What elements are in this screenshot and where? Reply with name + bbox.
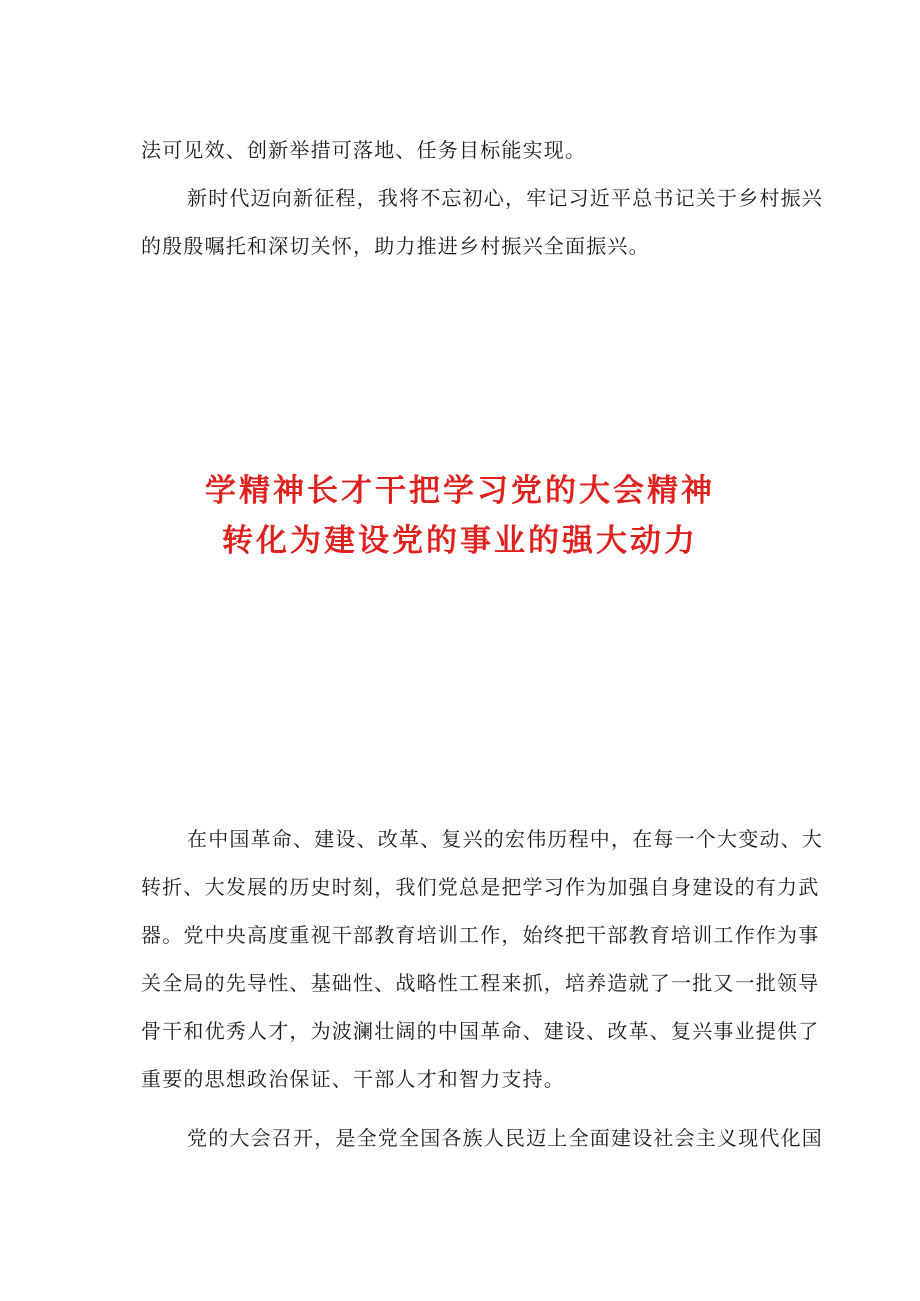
paragraph-closing <box>141 174 823 270</box>
paragraph-continuation <box>141 126 783 174</box>
paragraph-line: 关全局的先导性、基础性、战略性工程来抓，培养造就了一批又一批领导 <box>141 971 820 995</box>
paragraph-line: 法可见效、创新举措可落地、任务目标能实现。 <box>141 138 587 162</box>
article-title <box>60 466 860 566</box>
paragraph-line: 重要的思想政治保证、干部人才和智力支持。 <box>141 1067 565 1091</box>
paragraph-line: 新时代迈向新征程，我将不忘初心，牢记习近平总书记关于乡村振兴 <box>187 186 823 210</box>
paragraph-line: 骨干和优秀人才，为波澜壮阔的中国革命、建设、改革、复兴事业提供了 <box>141 1019 820 1043</box>
paragraph-line: 的殷殷嘱托和深切关怀，助力推进乡村振兴全面振兴。 <box>141 234 650 258</box>
paragraph-line: 党的大会召开，是全党全国各族人民迈上全面建设社会主义现代化国 <box>187 1126 823 1150</box>
title-line-1: 学精神长才干把学习党的大会精神 <box>205 473 715 509</box>
paragraph-line: 器。党中央高度重视干部教育培训工作，始终把干部教育培训工作作为事 <box>141 923 820 947</box>
paragraph-line: 在中国革命、建设、改革、复兴的宏伟历程中，在每一个大变动、大 <box>187 827 823 851</box>
title-line-2: 转化为建设党的事业的强大动力 <box>222 523 698 559</box>
paragraph-next <box>141 1114 823 1162</box>
paragraph-intro <box>141 815 823 1103</box>
paragraph-line: 转折、大发展的历史时刻，我们党总是把学习作为加强自身建设的有力武 <box>141 875 820 899</box>
